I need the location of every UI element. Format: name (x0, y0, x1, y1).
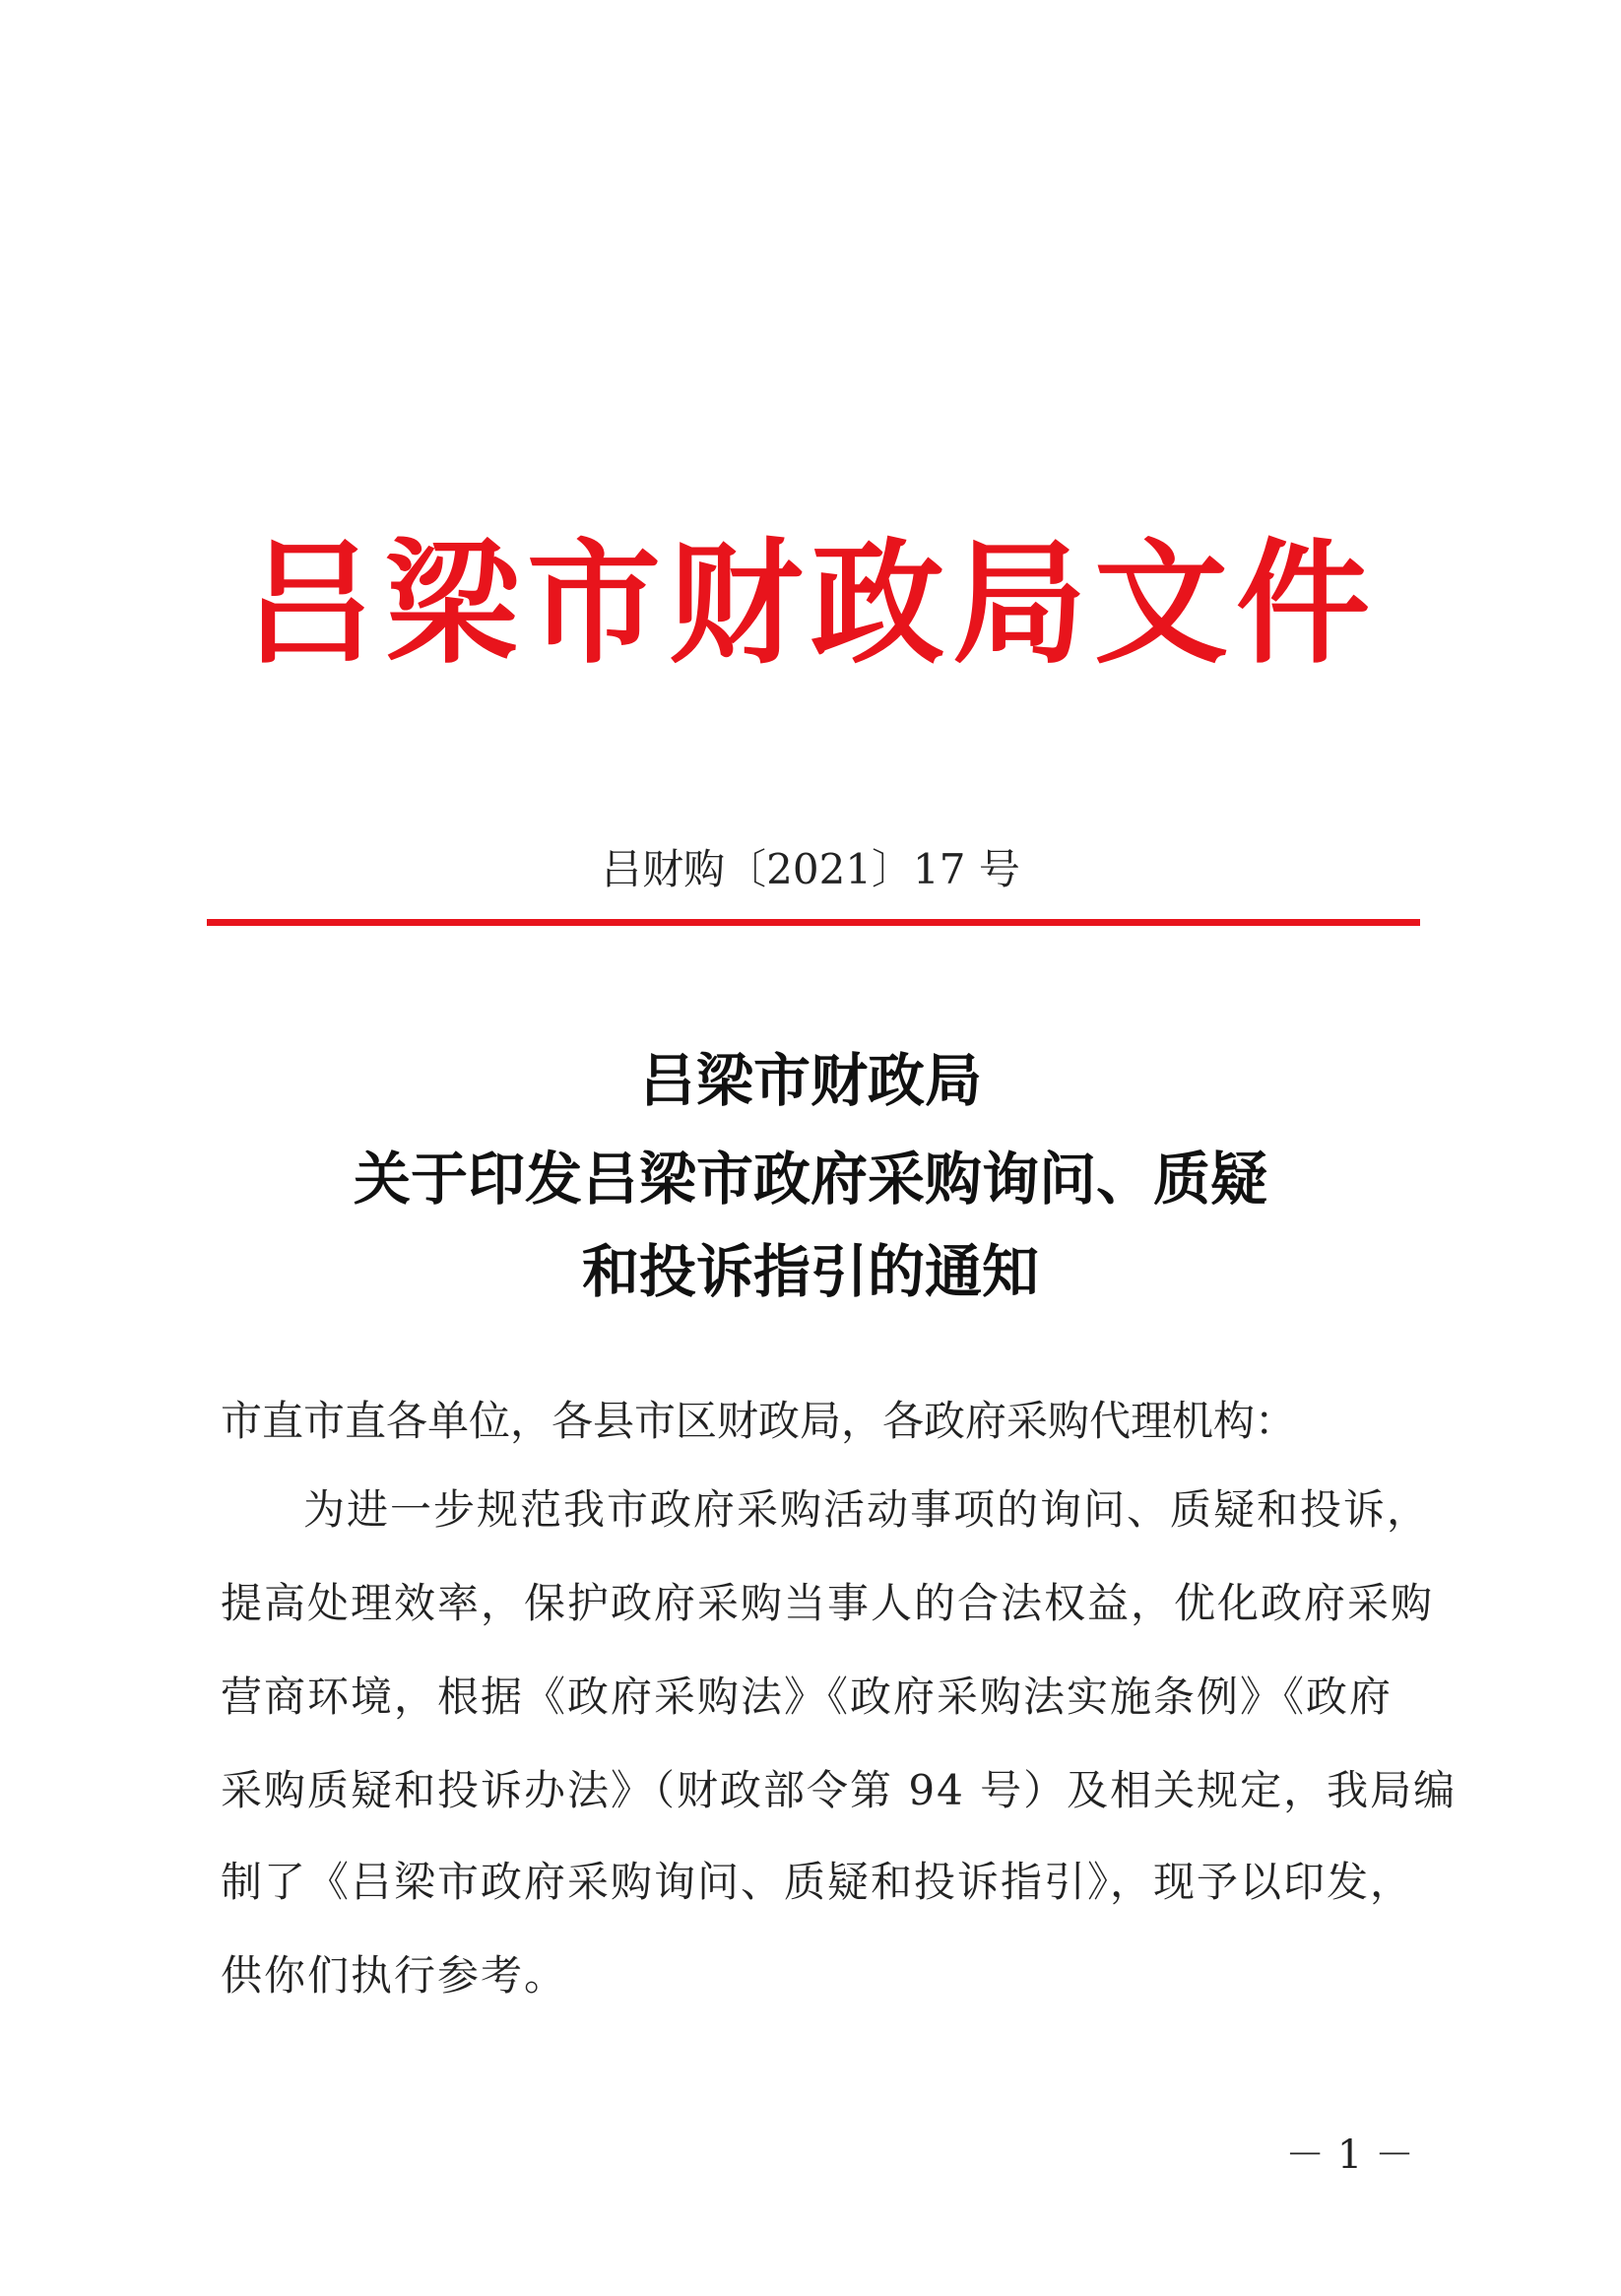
red-separator-line (207, 919, 1420, 926)
page-number: － 1 － (1285, 2132, 1414, 2178)
notice-title-line-3: 和投诉指引的通知 (581, 1238, 1039, 1305)
paragraph-line: 提高处理效率，保护政府采购当事人的合法权益，优化政府采购 (221, 1579, 1435, 1627)
document-number: 吕财购〔2021〕17 号 (601, 845, 1020, 893)
notice-title-line-1: 吕梁市财政局 (638, 1047, 982, 1114)
agency-title: 吕梁市财政局文件 (243, 525, 1378, 683)
notice-title-line-2: 关于印发吕梁市政府采购询问、质疑 (353, 1146, 1267, 1213)
paragraph-line: 供你们执行参考。 (221, 1951, 568, 2000)
paragraph-line: 制了《吕梁市政府采购询问、质疑和投诉指引》，现予以印发， (221, 1858, 1414, 1906)
salutation: 市直市直各单位，各县市区财政局，各政府采购代理机构： (221, 1397, 1297, 1445)
paragraph-line: 为进一步规范我市政府采购活动事项的询问、质疑和投诉， (303, 1485, 1431, 1534)
paragraph-line: 采购质疑和投诉办法》（财政部令第 94 号）及相关规定，我局编 (221, 1766, 1458, 1814)
paragraph-line: 营商环境，根据《政府采购法》《政府采购法实施条例》《政府 (221, 1673, 1394, 1721)
